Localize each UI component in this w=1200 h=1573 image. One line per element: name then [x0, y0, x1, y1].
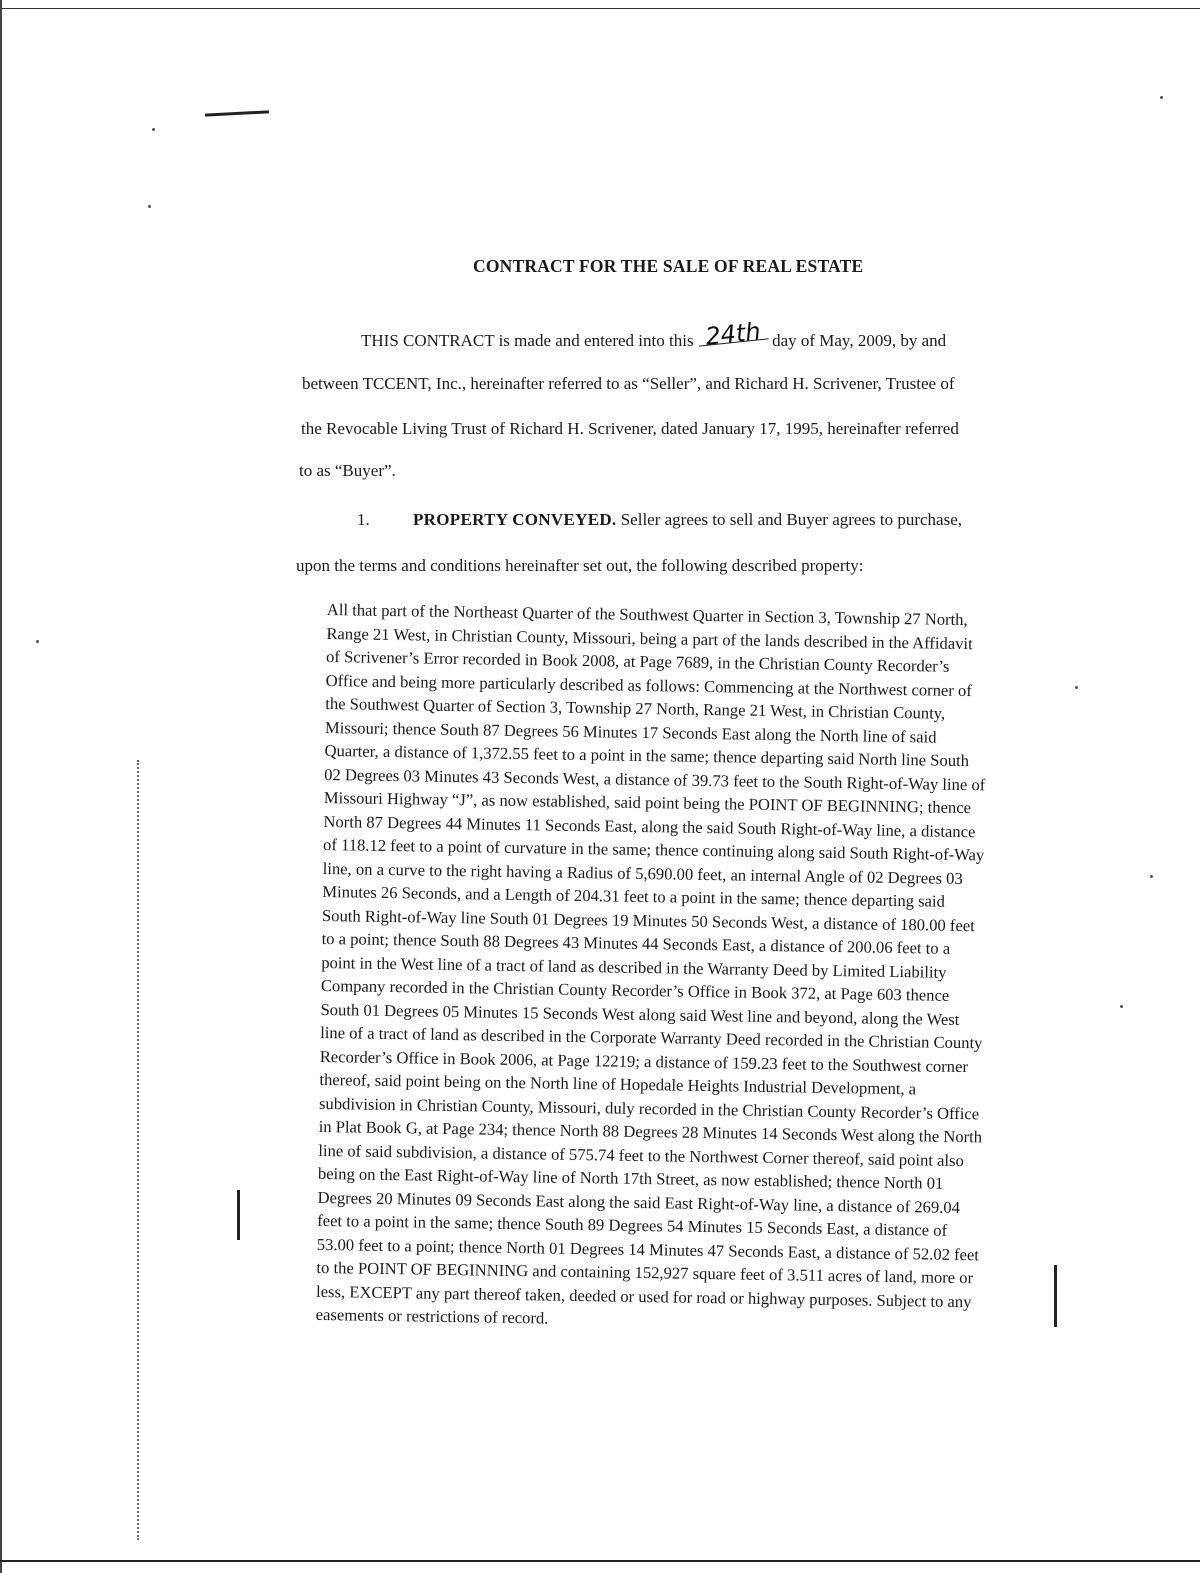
section-heading: PROPERTY CONVEYED. [413, 510, 617, 529]
scan-speck [1120, 1005, 1123, 1008]
intro-line-3: the Revocable Living Trust of Richard H. Scrivener, dated January 17, 1995, hereinafter referred [301, 419, 959, 438]
section-text-2: upon the terms and conditions hereinafter set out, the following described property: [296, 556, 864, 575]
scan-mark-dash [205, 110, 269, 116]
scan-dotted-line-left [137, 760, 141, 1540]
section-text-1: Seller agrees to sell and Buyer agrees to purchase, [620, 510, 963, 529]
document-title: CONTRACT FOR THE SALE OF REAL ESTATE [473, 256, 864, 276]
scan-edge-top [0, 8, 1200, 9]
scan-speck [1160, 96, 1163, 99]
scan-edge-left [0, 0, 2, 1573]
scan-edge-bottom [0, 1560, 1200, 1562]
section-number: 1. [357, 510, 370, 529]
intro-line-4: to as “Buyer”. [299, 461, 396, 480]
scan-speck [36, 640, 39, 643]
scan-speck [152, 128, 155, 131]
scan-speck [148, 205, 151, 208]
intro-text-post: day of May, 2009, by and [772, 331, 947, 350]
legal-description: All that part of the Northeast Quarter of the Southwest Quarter in Section 3, Township 27 North, Range 21 West, in Christian County, Missouri, being a part of the lands described in the Affidavit of Scrivener’s Error recorded in Book 2008, at Page 7689, in the Christian County Recorder’s Office and being more particularly described as follows: Commencing at the Northwest corner of the Southwest Quarter of Section 3, Township 27 North, Range 21 West, in Christian County, Missouri; thence South 87 Degrees 56 Minutes 17 Seconds East along the North line of said Quarter, a distance of 1,372.55 feet to a point in the same; thence departing said North line South 02 Degrees 03 Minutes 43 Seconds West, a distance of 39.73 feet to the South Right-of-Way line of Missouri Highway “J”, as now established, said point being the POINT OF BEGINNING; thence North 87 Degrees 44 Minutes 11 Seconds East, along the said South Right-of-Way line, a distance of 118.12 feet to a point of curvature in the same; thence continuing along said South Right-of-Way line, on a curve to the right having a Radius of 5,690.00 feet, an internal Angle of 02 Degrees 03 Minutes 26 Seconds, and a Length of 204.31 feet to a point in the same; thence departing said South Right-of-Way line South 01 Degrees 19 Minutes 50 Seconds West, a distance of 180.00 feet to a point; thence South 88 Degrees 43 Minutes 44 Seconds East, a distance of 200.06 feet to a point in the West line of a tract of land as described in the Warranty Deed by Limited Liability Company recorded in the Christian County Recorder’s Office in Book 372, at Page 603 thence South 01 Degrees 05 Minutes 15 Seconds West along said West line and beyond, along the West line of a tract of land as described in the Corporate Warranty Deed recorded in the Christian County Recorder’s Office in Book 2006, at Page 12219; a distance of 159.23 feet to the Southwest corner thereof, said point being on the North line of Hopedale Heights Industrial Development, a subdivision in Christian County, Missouri, duly recorded in the Christian County Recorder’s Office in Plat Book G, at Page 234; thence North 88 Degrees 28 Minutes 14 Seconds West along the North line of said subdivision, a distance of 575.74 feet to the Northwest Corner thereof, said point also being on the East Right-of-Way line of North 17th Street, as now established; thence North 01 Degrees 20 Minutes 09 Seconds East along the said East Right-of-Way line, a distance of 269.04 feet to a point in the same; thence South 89 Degrees 54 Minutes 15 Seconds East, a distance of 53.00 feet to a point; thence North 01 Degrees 14 Minutes 47 Seconds East, a distance of 52.02 feet to the POINT OF BEGINNING and containing 152,927 square feet of 3.511 acres of land, more or less, EXCEPT any part thereof taken, deeded or used for road or highway purposes. Subject to any easements or restrictions of record. [315, 599, 986, 1328]
intro-line-2: between TCCENT, Inc., hereinafter referred to as “Seller”, and Richard H. Scrivener, Trustee of [302, 374, 955, 393]
intro-text-pre: THIS CONTRACT is made and entered into this [361, 331, 694, 350]
intro-line-1 [361, 317, 947, 351]
section-1-heading-line [357, 510, 962, 530]
handwritten-day: 24th [697, 322, 768, 346]
scan-speck [1075, 686, 1078, 689]
scan-mark-bracket [1054, 1265, 1057, 1327]
scan-speck [1150, 875, 1153, 878]
scan-mark-vertical [237, 1190, 240, 1240]
